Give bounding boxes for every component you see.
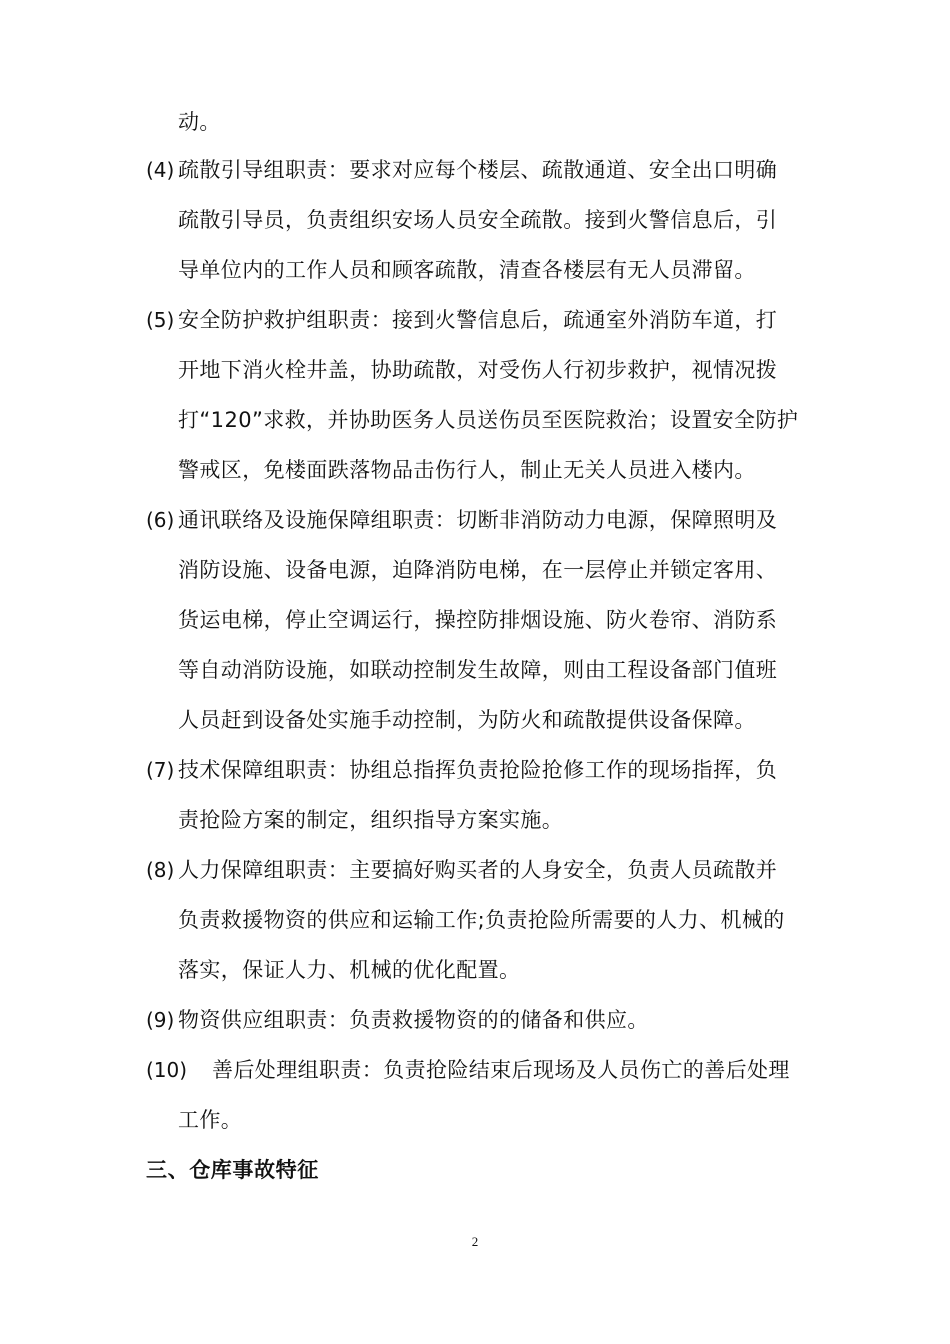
- paragraph-line: 疏散引导组职责：要求对应每个楼层、疏散通道、安全出口明确: [178, 158, 778, 182]
- item-number: (10): [146, 1058, 188, 1082]
- paragraph-line: 等自动消防设施，如联动控制发生故障，则由工程设备部门值班: [178, 658, 778, 682]
- item-number: (6): [146, 508, 175, 532]
- page-number: 2: [471, 1234, 479, 1249]
- paragraph-line: 安全防护救护组职责：接到火警信息后，疏通室外消防车道，打: [178, 308, 778, 332]
- item-number: (8): [146, 858, 175, 882]
- item-number: (5): [146, 308, 175, 332]
- item-number: (9): [146, 1008, 175, 1032]
- paragraph-line: 人力保障组职责：主要搞好购买者的人身安全，负责人员疏散并: [178, 858, 778, 882]
- paragraph-line: 责抢险方案的制定，组织指导方案实施。: [178, 808, 564, 832]
- paragraph-line: 开地下消火栓井盖，协助疏散，对受伤人行初步救护，视情况拨: [178, 358, 778, 382]
- paragraph-line: 导单位内的工作人员和顾客疏散，清查各楼层有无人员滞留。: [178, 258, 756, 282]
- paragraph-line: 动。: [178, 110, 221, 134]
- item-number: (7): [146, 758, 175, 782]
- section-heading: 三、仓库事故特征: [146, 1158, 319, 1182]
- paragraph-line: 工作。: [178, 1108, 243, 1132]
- paragraph-line: 打“120”求救，并协助医务人员送伤员至医院救治；设置安全防护: [178, 408, 799, 432]
- paragraph-line: 技术保障组职责：协组总指挥负责抢险抢修工作的现场指挥，负: [178, 758, 778, 782]
- paragraph-line: 物资供应组职责：负责救援物资的的储备和供应。: [178, 1008, 649, 1032]
- paragraph-line: 货运电梯，停止空调运行，操控防排烟设施、防火卷帘、消防系: [178, 608, 778, 632]
- paragraph-line: 负责救援物资的供应和运输工作;负责抢险所需要的人力、机械的: [178, 908, 785, 932]
- paragraph-line: 警戒区，免楼面跌落物品击伤行人，制止无关人员进入楼内。: [178, 458, 756, 482]
- item-number: (4): [146, 158, 175, 182]
- paragraph-line: 善后处理组职责：负责抢险结束后现场及人员伤亡的善后处理: [212, 1058, 790, 1082]
- paragraph-line: 落实，保证人力、机械的优化配置。: [178, 958, 521, 982]
- paragraph-line: 人员赶到设备处实施手动控制，为防火和疏散提供设备保障。: [178, 708, 756, 732]
- paragraph-line: 疏散引导员，负责组织安场人员安全疏散。接到火警信息后，引: [178, 208, 778, 232]
- paragraph-line: 通讯联络及设施保障组职责：切断非消防动力电源，保障照明及: [178, 508, 778, 532]
- paragraph-line: 消防设施、设备电源，迫降消防电梯，在一层停止并锁定客用、: [178, 558, 778, 582]
